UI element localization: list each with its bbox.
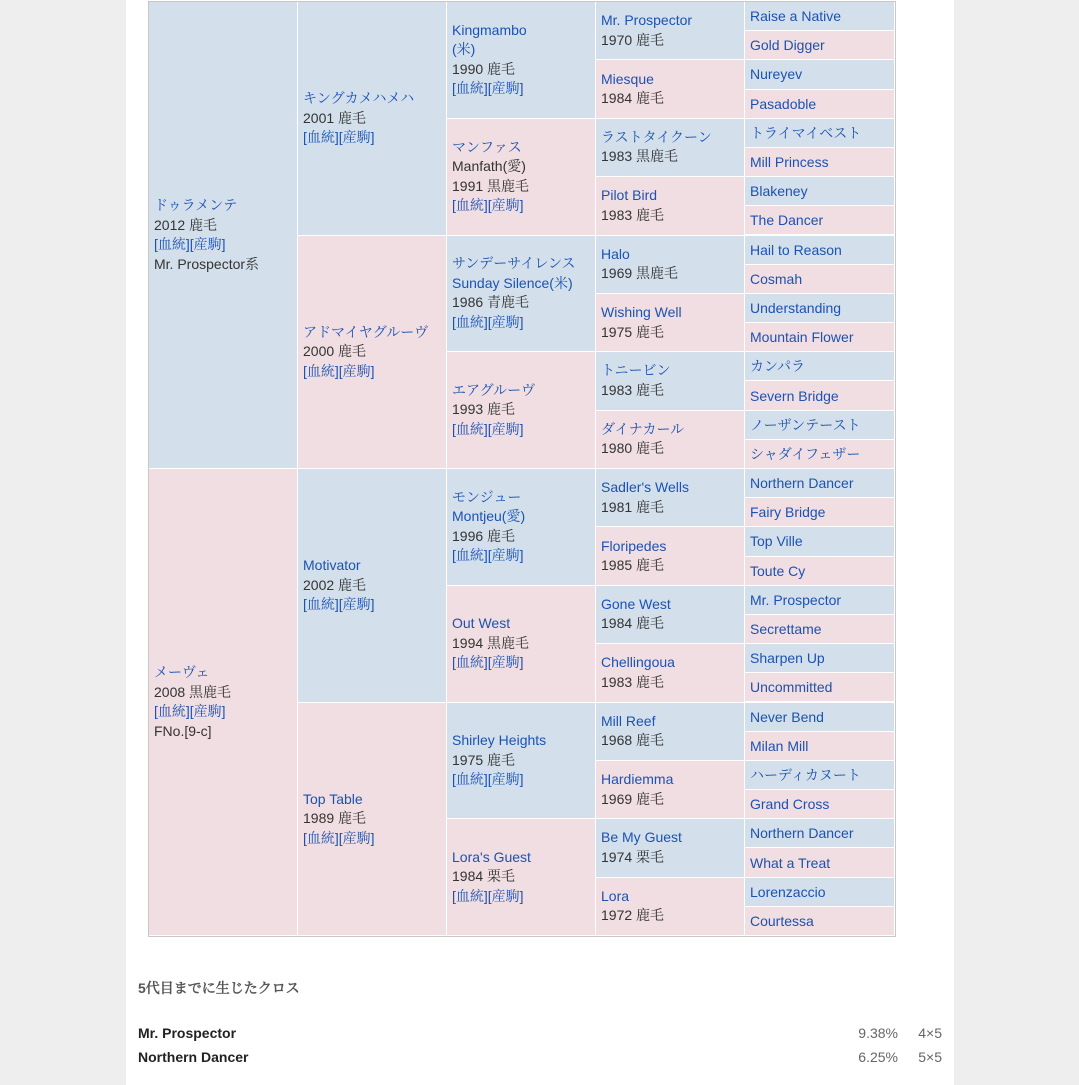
horse-name-link[interactable]: Never Bend [750,708,824,725]
horse-info: 1996 鹿毛 [452,527,516,544]
horse-name-link[interactable]: Mill Princess [750,154,829,171]
horse-name-link[interactable]: Sadler's Wells [601,479,689,496]
offspring-link[interactable]: [産駒] [338,829,375,846]
horse-name-link[interactable]: Northern Dancer [750,825,854,842]
pedigree-gen5-cell [745,615,895,644]
horse-name-link[interactable]: Pasadoble [750,95,817,112]
cross-row [138,1049,942,1069]
horse-name-link[interactable]: Mill Reef [601,712,656,729]
horse-links [303,829,441,849]
pedigree-gen5-cell [745,586,895,615]
horse-info: 1974 栗毛 [601,848,665,865]
pedigree-gen5-cell [745,2,895,31]
cross-horse-name: Mr. Prospector [138,1025,237,1041]
horse-name-link[interactable]: Kingmambo [452,21,527,38]
horse-links [452,196,590,216]
horse-alt-name[interactable]: Montjeu(愛) [452,508,526,525]
pedigree-gen4-cell [596,703,745,761]
horse-name-link[interactable]: トニービン [601,362,671,379]
horse-links [452,420,590,440]
pedigree-gen4-cell [596,527,745,585]
horse-info: 1980 鹿毛 [601,440,665,457]
horse-name-link[interactable]: Lora [601,887,630,904]
family-number: FNo.[9-c] [154,722,212,739]
horse-name-link[interactable]: Fairy Bridge [750,504,826,521]
pedigree-gen4-cell [596,119,745,177]
bloodline-link[interactable]: [血統] [452,197,488,214]
pedigree-gen5-cell [745,819,895,848]
pedigree-gen5-cell [745,148,895,177]
horse-alt-name: Manfath(愛) [452,158,526,175]
sire-info: 2012 鹿毛 [154,216,218,233]
pedigree-gen5-cell [745,90,895,119]
bloodline-link[interactable]: [血統] [452,420,488,437]
pedigree-gen5-cell [745,703,895,732]
pedigree-gen3-cell [447,119,596,236]
bloodline-link[interactable]: [血統] [154,703,190,719]
pedigree-gen5-cell [745,761,895,790]
horse-info: 1984 鹿毛 [601,90,665,107]
pedigree-gen4-cell [596,878,745,936]
horse-name-link[interactable]: Sharpen Up [750,650,825,667]
horse-info: 1972 鹿毛 [601,907,665,924]
cross-generations: 4×5 [918,1025,942,1041]
horse-name-link[interactable]: Milan Mill [750,737,809,754]
horse-name-link[interactable]: Miesque [601,70,654,87]
offspring-link[interactable]: [産駒] [338,596,375,612]
bloodline-link[interactable]: [血統] [452,80,488,97]
horse-name-link[interactable]: Out West [452,615,511,632]
dam-name-link[interactable]: メーヴェ [154,664,210,680]
bloodline-link[interactable]: [血統] [303,129,339,145]
horse-name-link[interactable]: Raise a Native [750,8,842,25]
bloodline-link[interactable]: [血統] [452,547,488,564]
pedigree-gen4-cell [596,294,745,352]
horse-info: 1991 黒鹿毛 [452,177,530,194]
pedigree-gen5-cell [745,352,895,381]
pedigree-gen5-cell [745,323,895,352]
horse-name-link[interactable]: キングカメハメハ [303,90,415,106]
horse-name-link[interactable]: Understanding [750,299,842,316]
horse-name-link[interactable]: Blakeney [750,183,808,200]
horse-name-link[interactable]: Uncommitted [750,679,833,696]
offspring-link[interactable]: [産駒] [487,547,524,564]
horse-info: 1983 鹿毛 [601,673,665,690]
horse-name-link[interactable]: Gone West [601,595,671,612]
horse-name-link[interactable]: Top Table [303,790,363,807]
dam-info: 2008 黒鹿毛 [154,683,232,700]
pedigree-gen3-cell [447,703,596,820]
offspring-link[interactable]: [産駒] [189,703,226,719]
pedigree-gen5-cell [745,557,895,586]
offspring-link[interactable]: [産駒] [487,197,524,214]
horse-name-link[interactable]: Northern Dancer [750,475,854,492]
horse-name-link[interactable]: シャダイフェザー [750,445,861,462]
horse-name-link[interactable]: サンデーサイレンス [452,255,576,272]
bloodline-link[interactable]: [血統] [303,596,339,612]
horse-name-link[interactable]: Floripedes [601,537,667,554]
horse-info: 1983 黒鹿毛 [601,148,679,165]
horse-name-link[interactable]: Gold Digger [750,37,825,54]
offspring-link[interactable]: [産駒] [487,887,524,904]
horse-info: 1994 黒鹿毛 [452,634,530,651]
horse-info: 1983 鹿毛 [601,206,665,223]
sire-name-link[interactable]: ドゥラメンテ [154,197,238,213]
pedigree-gen5-cell [745,907,895,936]
horse-info: 1969 鹿毛 [601,790,665,807]
pedigree-gen3-cell [447,236,596,353]
horse-name-link[interactable]: ノーザンテースト [750,416,861,433]
pedigree-gen3-cell [447,586,596,703]
pedigree-gen4-cell [596,586,745,644]
bloodline-link[interactable]: [血統] [452,313,488,330]
page-content [126,0,954,1085]
pedigree-sire-cell [149,2,298,469]
pedigree-gen4-cell [596,819,745,877]
horse-name-link[interactable]: トライマイベスト [750,124,862,141]
bloodline-link[interactable]: [血統] [452,771,488,788]
horse-info: 1975 鹿毛 [452,751,516,768]
horse-name-link[interactable]: ダイナカール [601,420,685,437]
pedigree-table [148,1,896,937]
pedigree-gen5-cell [745,236,895,265]
horse-name-link[interactable]: ラストタイクーン [601,128,712,145]
pedigree-gen5-cell [745,294,895,323]
horse-links [452,313,590,333]
bloodline-link[interactable]: [血統] [452,887,488,904]
horse-name-link[interactable]: Pilot Bird [601,187,658,204]
pedigree-gen4-cell [596,761,745,819]
horse-info: 2002 鹿毛 [303,576,367,593]
pedigree-gen4-cell [596,177,745,235]
horse-alt-name[interactable]: Sunday Silence(米) [452,274,573,291]
horse-info: 1975 鹿毛 [601,323,665,340]
bloodline-link[interactable]: [血統] [154,236,190,252]
offspring-link[interactable]: [産駒] [487,313,524,330]
horse-alt-name[interactable]: (米) [452,41,476,58]
horse-info: 1984 鹿毛 [601,615,665,632]
horse-info: 1983 鹿毛 [601,381,665,398]
horse-links [452,79,590,99]
horse-name-link[interactable]: Shirley Heights [452,732,547,749]
horse-info: 1990 鹿毛 [452,60,516,77]
horse-info: 2000 鹿毛 [303,343,367,359]
horse-name-link[interactable]: Hail to Reason [750,241,842,258]
horse-name-link[interactable]: Mountain Flower [750,329,854,346]
horse-info: 1968 鹿毛 [601,732,665,749]
pedigree-gen4-cell [596,236,745,294]
horse-name-link[interactable]: Severn Bridge [750,387,839,404]
horse-links [452,887,590,907]
horse-name-link[interactable]: マンファス [452,138,522,155]
horse-name-link[interactable]: The Dancer [750,212,824,229]
pedigree-gen2-cell [298,236,447,470]
horse-links [452,770,590,790]
horse-links [303,362,441,382]
horse-info: 1981 鹿毛 [601,498,665,515]
dam-links [154,702,292,722]
bloodline-link[interactable]: [血統] [452,654,488,671]
horse-info: 1984 栗毛 [452,868,516,885]
horse-name-link[interactable]: Mr. Prospector [750,591,842,608]
pedigree-gen5-cell [745,440,895,469]
pedigree-gen2-cell [298,703,447,937]
horse-info: 1970 鹿毛 [601,31,665,48]
horse-links [303,595,441,615]
offspring-link[interactable]: [産駒] [487,771,524,788]
pedigree-gen5-cell [745,411,895,440]
offspring-link[interactable]: [産駒] [487,654,524,671]
sire-links [154,235,292,255]
horse-name-link[interactable]: Top Ville [750,533,803,550]
horse-name-link[interactable]: Be My Guest [601,829,682,846]
pedigree-gen5-cell [745,673,895,702]
sire-line-label: Mr. Prospector系 [154,255,260,272]
pedigree-gen5-cell [745,527,895,556]
pedigree-gen2-cell [298,469,447,703]
cross-generations: 5×5 [918,1049,942,1065]
pedigree-gen5-cell [745,265,895,294]
horse-name-link[interactable]: What a Treat [750,854,831,871]
horse-name-link[interactable]: カンパラ [750,358,806,375]
horse-links [303,128,441,148]
bloodline-link[interactable]: [血統] [303,829,339,846]
horse-info: 1989 鹿毛 [303,810,367,826]
cross-percent: 6.25% [858,1049,898,1065]
horse-name-link[interactable]: Toute Cy [750,562,806,579]
horse-name-link[interactable]: Mr. Prospector [601,12,693,29]
pedigree-gen5-cell [745,498,895,527]
horse-info: 1993 鹿毛 [452,401,516,418]
pedigree-gen3-cell [447,352,596,469]
horse-info: 1986 青鹿毛 [452,294,530,311]
horse-name-link[interactable]: Motivator [303,557,361,573]
pedigree-gen5-cell [745,60,895,89]
offspring-link[interactable]: [産駒] [487,80,524,97]
crosses-heading: 5代目までに生じたクロス [138,980,300,996]
horse-name-link[interactable]: Halo [601,245,630,262]
offspring-link[interactable]: [産駒] [338,362,375,379]
horse-name-link[interactable]: Grand Cross [750,796,830,813]
pedigree-gen5-cell [745,848,895,877]
horse-name-link[interactable]: Secrettame [750,621,822,638]
pedigree-gen5-cell [745,732,895,761]
pedigree-gen3-cell [447,819,596,936]
horse-name-link[interactable]: モンジュー [452,488,522,505]
pedigree-gen5-cell [745,177,895,206]
horse-info: 1985 鹿毛 [601,557,665,574]
horse-name-link[interactable]: ハーディカヌート [750,766,861,783]
pedigree-gen4-cell [596,469,745,527]
pedigree-gen4-cell [596,644,745,702]
pedigree-gen5-cell [745,31,895,60]
horse-name-link[interactable]: Courtessa [750,912,814,929]
offspring-link[interactable]: [産駒] [338,129,375,145]
bloodline-link[interactable]: [血統] [303,362,339,379]
pedigree-dam-cell [149,469,298,936]
horse-name-link[interactable]: Nureyev [750,66,803,83]
pedigree-gen5-cell [745,878,895,907]
pedigree-gen4-cell [596,2,745,60]
horse-info: 2001 鹿毛 [303,109,367,126]
cross-percent: 9.38% [858,1025,898,1041]
pedigree-gen4-cell [596,60,745,118]
pedigree-gen5-cell [745,790,895,819]
pedigree-gen5-cell [745,206,895,235]
horse-name-link[interactable]: アドマイヤグルーヴ [303,323,429,340]
horse-name-link[interactable]: Wishing Well [601,304,682,321]
offspring-link[interactable]: [産駒] [189,236,226,252]
pedigree-gen4-cell [596,352,745,410]
cross-horse-name: Northern Dancer [138,1049,249,1065]
pedigree-gen2-cell [298,2,447,236]
cross-row [138,1025,942,1045]
pedigree-gen5-cell [745,119,895,148]
horse-name-link[interactable]: Hardiemma [601,771,674,788]
horse-name-link[interactable]: Lora's Guest [452,848,531,865]
horse-links [452,546,590,566]
pedigree-gen5-cell [745,469,895,498]
pedigree-gen4-cell [596,411,745,469]
pedigree-gen5-cell [745,644,895,673]
pedigree-gen3-cell [447,469,596,586]
horse-links [452,653,590,673]
horse-name-link[interactable]: Chellingoua [601,654,675,671]
pedigree-gen3-cell [447,2,596,119]
offspring-link[interactable]: [産駒] [487,420,524,437]
horse-name-link[interactable]: Lorenzaccio [750,883,826,900]
pedigree-gen5-cell [745,381,895,410]
horse-name-link[interactable]: エアグルーヴ [452,381,536,398]
horse-info: 1969 黒鹿毛 [601,265,679,282]
horse-name-link[interactable]: Cosmah [750,270,803,287]
